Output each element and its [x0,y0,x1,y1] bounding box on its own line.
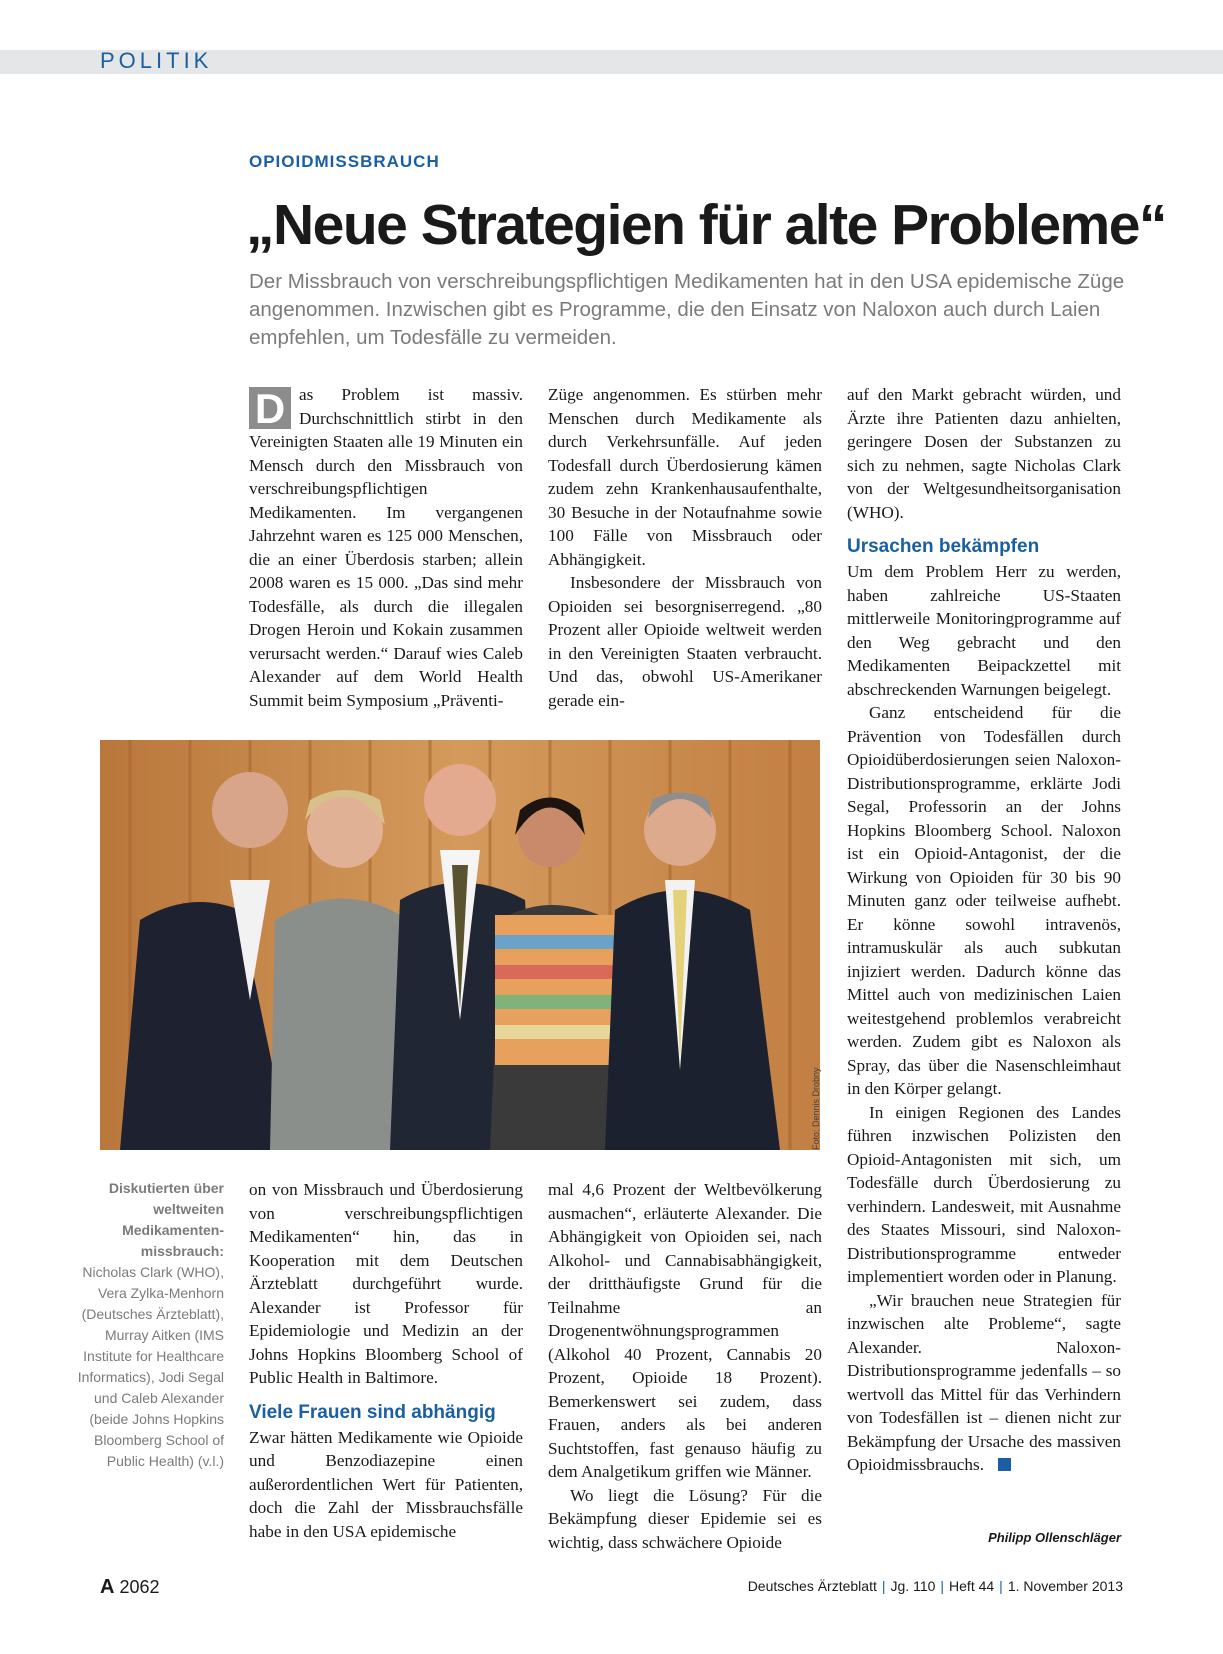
paragraph: Züge angenommen. Es stürben mehr Menschen durch Medikamente als durch Verkehrsunfälle. Auf jeden Todesfall durch Überdosierung kämen zudem zehn Krankenhausaufenthalte, 30 Besuche in der Notaufnahme sowie 100 Fälle von Missbrauch oder Abhängigkeit. [548,385,822,569]
article-lead: Der Missbrauch von verschreibungspflichtigen Medikamenten hat in den USA epidemische Züge angenommen. Inzwischen gibt es Programme, die den Einsatz von Naloxon auch durch Laien empfehlen, um Todesfälle zu vermeiden. [249,270,1125,349]
article-column-3 [847,383,1121,1477]
paragraph: In einigen Regionen des Landes führen inzwischen Polizisten den Opioid-Antagonisten mit sich, um Todesfälle durch Überdosierung zu verhindern. Landesweit, mit Ausnahme des Staates Missouri, sind Naloxon-Distributionsprogramme entweder implementiert worden oder in Planung. [847,1102,1121,1286]
page-number [100,1576,160,1599]
caption-text: Nicholas Clark (WHO), Vera Zylka-Menhorn (Deutsches Ärzteblatt), Murray Aitken (IMS Institute for Healthcare Informatics), Jodi Segal und Caleb Alexander (beide Johns Hopkins Bloomberg School of Public Health) (v.l.) [77,1264,224,1469]
journal-footer [748,1578,1123,1594]
subheading-frauen: Viele Frauen sind abhängig [249,1401,496,1423]
article-column-1-top [249,383,523,712]
paragraph: Um dem Problem Herr zu werden, haben zahlreiche US-Staaten mittlerweile Monitoringprogramme auf den Weg gebracht und den Medikamenten Beipackzettel mit abschreckenden Warnungen beigelegt. [847,562,1121,699]
paragraph: mal 4,6 Prozent der Weltbevölkerung ausmachen“, erläuterte Alexander. Die Abhängigkeit von Opioiden sei, nach Alkohol- und Cannabisabhängigkeit, der dritthäufigste Grund für die Teilnahme an Drogenentwöhnungsprogrammen (Alkohol 40 Prozent, Cannabis 20 Prozent, Opioide 18 Prozent). Bemerkenswert sei zudem, dass Frauen, anders als bei anderen Suchtstoffen, fast genauso häufig zu dem Analgetikum griffen wie Männer. [548,1180,822,1481]
paragraph: auf den Markt gebracht würden, und Ärzte ihre Patienten dazu anhielten, geringere Dosen der Substanzen zu sich zu nehmen, sagte Nicholas Clark von der Weltgesundheitsorganisation (WHO). [847,385,1121,522]
photo-caption [70,1178,224,1472]
section-label: POLITIK [100,48,213,73]
article-kicker: OPIOIDMISSBRAUCH [249,152,440,171]
paragraph: as Problem ist massiv. Durchschnittlich stirbt in den Vereinigten Staaten alle 19 Minuten ein Mensch durch den Missbrauch von verschreibungspflichtigen Medikamenten. Im vergangenen Jahrzehnt waren es 125 000 Menschen, die an einer Überdosis starben; allein 2008 waren es 15 000. „Das sind mehr Todesfälle, als durch die illegalen Drogen Heroin und Kokain zusammen verursacht werden.“ Darauf wies Caleb Alexander auf dem World Health Summit beim Symposium „Präventi- [249,385,523,710]
paragraph: on von Missbrauch und Überdosierung von verschreibungspflichtigen Medikamenten“ hin, das in Kooperation mit dem Deutschen Ärzteblatt durchgeführt wurde. Alexander ist Professor für Epidemiologie und Medizin an der Johns Hopkins Bloomberg School of Public Health in Baltimore. [249,1180,523,1387]
article-photo [100,740,820,1150]
article-column-1-bottom [249,1178,523,1543]
journal-issue: Heft 44 [949,1578,995,1594]
separator: | [999,1578,1003,1594]
separator: | [881,1578,886,1594]
paragraph: Insbesondere der Missbrauch von Opioiden sei besorgniserregend. „80 Prozent aller Opioide weltweit werden in den Vereinigten Staaten verbraucht. Und das, obwohl US-Amerikaner gerade ein- [548,573,822,710]
journal-date: 1. November 2013 [1007,1578,1123,1594]
paragraph: Ganz entscheidend für die Prävention von Todesfällen durch Opioidüberdosierungen seien Naloxon-Distributionsprogramme, erklärte Jodi Segal, Professorin an der Johns Hopkins Bloomberg School. Naloxon ist ein Opioid-Antagonist, der die Wirkung von Opioiden für 30 bis 90 Minuten ganz oder teilweise aufhebt. Er könne sowohl intravenös, intramuskulär als auch subkutan injiziert werden. Dadurch könne das Mittel auch von medizinischen Laien weitestgehend problemlos verabreicht werden. Zudem gibt es Naloxon als Spray, das über die Nasenschleimhaut in den Körper gelangt. [847,703,1121,1098]
caption-title: Diskutierten über weltweiten Medikamenten-missbrauch: [108,1180,224,1259]
paragraph-final-text: „Wir brauchen neue Strategien für inzwischen alte Probleme“, sagte Alexander. Naloxon-Distributionsprogramme jedenfalls – so wertvoll das Mittel für das Verhindern von Todesfällen ist – dienen nicht zur Bekämpfung der Ursache des massiven Opioidmissbrauchs. [847,1290,1121,1474]
photo-credit: Foto: Dennis Drobny [811,1067,821,1150]
paragraph-final [847,1289,1121,1477]
page-number-value: 2062 [119,1577,160,1597]
subheading-ursachen: Ursachen bekämpfen [847,536,1040,557]
journal-name: Deutsches Ärzteblatt [747,1578,877,1594]
end-mark-icon [998,1458,1011,1471]
journal-volume: Jg. 110 [890,1578,936,1594]
separator: | [940,1578,945,1594]
page-prefix: A [100,1576,115,1598]
author-byline: Philipp Ollenschläger [988,1530,1121,1545]
article-column-2-bottom [548,1178,822,1554]
paragraph: Wo liegt die Lösung? Für die Bekämpfung dieser Epidemie sei es wichtig, dass schwächere Opioide [548,1485,822,1552]
drop-cap: D [249,387,291,429]
article-headline: „Neue Strategien für alte Probleme“ [246,193,1166,257]
article-column-2-top [548,383,822,712]
paragraph: Zwar hätten Medikamente wie Opioide und Benzodiazepine einen außerordentlichen Wert für Patienten, doch die Zahl der Missbrauchsfälle habe in den USA epidemische [249,1427,523,1541]
